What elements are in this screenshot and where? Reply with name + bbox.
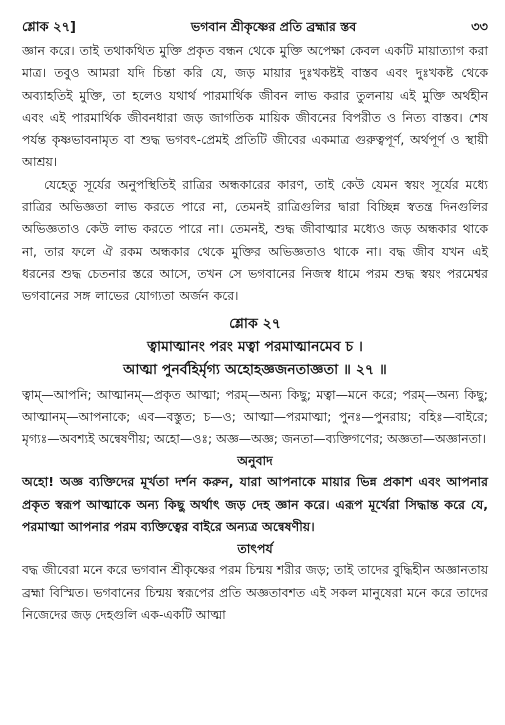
paragraph-2: যেহেতু সূর্যের অনুপস্থিতিই রাত্রির অন্ধকারের কারণ, তাই কেউ যেমন স্বয়ং সূর্যের মধ্যে রাত্রির অভিজ্ঞতা লাভ করতে পারে না, তেমনই রাত্রিগুলির দ্বারা বিচ্ছিন্ন স্বতন্ত্র দিনগুলির অভিজ্ঞতাও কেউ লাভ করতে পারে না। তেমনই, শুদ্ধ জীবাত্মার মধ্যেও জড় অন্ধকার থাকে না, তার ফলে ঐ রকম অন্ধকার থেকে মুক্তির অভিজ্ঞতাও থাকে না। বদ্ধ জীব যখন এই ধরনের শুদ্ধ চেতনার স্তরে আসে, তখন সে ভগবানের নিজস্ব ধামে পরম শুদ্ধ স্বয়ং পরমেশ্বর ভগবানের সঙ্গ লাভের যোগ্যতা অর্জন করে। xyxy=(22,176,488,304)
book-page xyxy=(22,18,488,626)
translation-heading: অনুবাদ xyxy=(237,453,273,469)
paragraph-1: জ্ঞান করে। তাই তথাকথিত মুক্তি প্রকৃত বন্ধন থেকে মুক্তি অপেক্ষা কেবল একটি মায়াত্যাগ করা মাত্র। তবুও আমরা যদি চিন্তা করি যে, জড় মায়ার দুঃখকষ্টই বাস্তব এবং দুঃখকষ্ট থেকে অব্যাহতিই মুক্তি, তা হলেও যথার্থ পারমার্থিক জীবন লাভ করার তুলনায় এই মুক্তি অর্থহীন এবং এই পারমার্থিক জীবনধারা জড় জাগতিক মায়িক জীবনের বিপরীত ও নিত্য বাস্তব। শেষ পর্যন্ত কৃষ্ণভাবনামৃত বা শুদ্ধ ভগবৎ-প্রেমই প্রতিটি জীবের একমাত্র গুরুত্বপূর্ণ, অর্থপূর্ণ ও স্থায়ী আশ্রয়। xyxy=(22,43,488,170)
sloka-heading: শ্লোক ২৭ xyxy=(229,315,281,332)
purport-heading: তাৎপর্য xyxy=(237,541,273,557)
page-number: ৩৩ xyxy=(471,20,488,35)
translation-text: অহো! অজ্ঞ ব্যক্তিদের মূর্খতা দর্শন করুন, যারা আপনাকে মায়ার ভিন্ন প্রকাশ এবং আপনার প্রকৃত স্বরূপ আত্মাকে অন্য কিছু অর্থাৎ জড় দেহ জ্ঞান করে। এরূপ মূর্খেরা সিদ্ধান্ত করে যে, পরমাত্মা আপনার পরম ব্যক্তিত্বের বাইরে অন্যত্র অন্বেষণীয়। xyxy=(22,474,488,535)
running-header xyxy=(22,18,488,40)
verse-line-2: আত্মা পুনর্বহির্মৃগ্য অহোহজ্ঞজনতাজ্ঞতা ॥ ২৭ ॥ xyxy=(123,361,387,378)
header-chapter-title: ভগবান শ্রীকৃষ্ণের প্রতি ব্রহ্মার স্তব xyxy=(190,19,357,34)
verse-line-1: ত্বামাত্মানং পরং মত্বা পরমাত্মানমেব চ । xyxy=(147,338,363,355)
synonyms: ত্বাম্—আপনি; আত্মানম্—প্রকৃত আত্মা; পরম্—অন্য কিছু; মত্বা—মনে করে; পরম্—অন্য কিছু; আত্মানম্—আপনাকে; এব—বস্তুত; চ—ও; আত্মা—পরমাত্মা; পুনঃ—পুনরায়; বহিঃ—বাইরে; মৃগ্যঃ—অবশ্যই অন্বেষণীয়; অহো—ওঃ; অজ্ঞ—অজ্ঞ; জনতা—ব্যক্তিগণের; অজ্ঞতা—অজ্ঞানতা। xyxy=(22,386,488,447)
purport-text: বদ্ধ জীবেরা মনে করে ভগবান শ্রীকৃষ্ণের পরম চিন্ময় শরীর জড়; তাই তাদের বুদ্ধিহীন অজ্ঞানতায় ব্রহ্মা বিস্মিত। ভগবানের চিন্ময় স্বরূপের প্রতি অজ্ঞতাবশত এই সকল মানুষেরা মনে করে তাদের নিজেদের জড় দেহগুলি এক-একটি আত্মা xyxy=(22,562,488,622)
header-verse-ref: শ্লোক ২৭] xyxy=(22,20,76,35)
